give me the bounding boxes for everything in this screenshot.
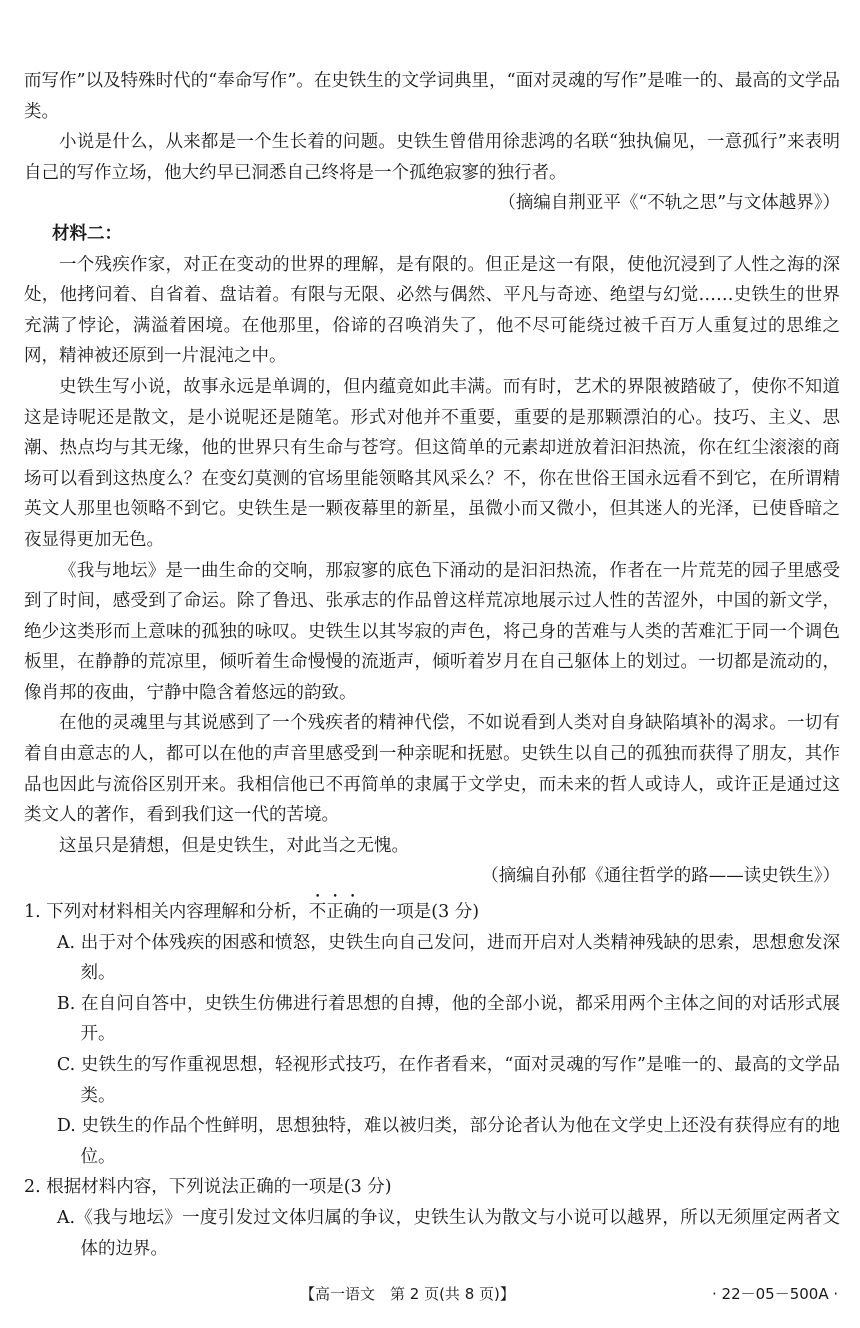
question-1-stem-before: 1. 下列对材料相关内容理解和分析，	[24, 902, 309, 923]
question-1-option-c: C. 史铁生的写作重视思想，轻视形式技巧，在作者看来，“面对灵魂的写作”是唯一的、最高的文学品类。	[56, 1055, 840, 1106]
question-2-stem: 2. 根据材料内容，下列说法正确的一项是(3 分)	[24, 1177, 392, 1198]
material-2-paragraph-2: 史铁生写小说，故事永远是单调的，但内蕴竟如此丰满。而有时，艺术的界限被踏破了，使你不知道这是诗呢还是散文，是小说呢还是随笔。形式对他并不重要，重要的是那颗漂泊的心。技巧、主义、思潮、热点均与其无缘，他的世界只有生命与苍穹。但这简单的元素却迸放着汩汩热流，你在红尘滚滚的商场可以看到这热度么？在变幻莫测的官场里能领略其风采么？不，你在世俗王国永远看不到它，在所谓精英文人那里也领略不到它。史铁生是一颗夜幕里的新星，虽微小而又微小，但其迷人的光泽，已使昏暗之夜显得更加无色。	[24, 376, 840, 550]
question-2-option-a: A.《我与地坛》一度引发过文体归属的争议，史铁生认为散文与小说可以越界，所以无须厘定两者文体的边界。	[56, 1207, 840, 1259]
question-1-stem-after: 的一项是(3 分)	[361, 902, 480, 923]
source-citation-2: （摘编自孙郁《通往哲学的路——读史铁生》）	[481, 866, 840, 887]
question-1-option-d: D. 史铁生的作品个性鲜明，思想独特，难以被归类，部分论者认为他在文学史上还没有获得应有的地位。	[56, 1116, 840, 1167]
material-2-paragraph-1: 一个残疾作家，对正在变动的世界的理解，是有限的。但正是这一有限，使他沉浸到了人性之海的深处，他拷问着、自省着、盘诘着。有限与无限、必然与偶然、平凡与奇迹、绝望与幻觉……史铁生的世界充满了悖论，满溢着困境。在他那里，俗谛的召唤消失了，他不尽可能绕过被千百万人重复过的思维之网，精神被还原到一片混沌之中。	[24, 254, 840, 367]
material-2-paragraph-4: 在他的灵魂里与其说感到了一个残疾者的精神代偿，不如说看到人类对自身缺陷填补的渴求。一切有着自由意志的人，都可以在他的声音里感受到一种亲昵和抚慰。史铁生以自己的孤独而获得了朋友，其作品也因此与流俗区别开来。我相信他已不再简单的隶属于文学史，而未来的哲人或诗人，或许正是通过这类文人的著作，看到我们这一代的苦境。	[24, 713, 840, 826]
material-2-paragraph-3: 《我与地坛》是一曲生命的交响，那寂寥的底色下涌动的是汩汩热流，作者在一片荒芜的园子里感受到了时间，感受到了命运。除了鲁迅、张承志的作品曾这样荒凉地展示过人性的苦涩外，中国的新文学，绝少这类形而上意味的孤独的咏叹。史铁生以其岑寂的声色，将己身的苦难与人类的苦难汇于同一个调色板里，在静静的荒凉里，倾听着生命慢慢的流逝声，倾听着岁月在自己躯体上的划过。一切都是流动的，像肖邦的夜曲，宁静中隐含着悠远的韵致。	[24, 560, 840, 703]
document-page	[24, 66, 840, 1264]
paragraph-2: 小说是什么，从来都是一个生长着的问题。史铁生曾借用徐悲鸿的名联“独执偏见，一意孤行”来表明自己的写作立场，他大约早已洞悉自己终将是一个孤绝寂寥的独行者。	[24, 132, 840, 183]
paragraph-1: 而写作”以及特殊时代的“奉命写作”。在史铁生的文学词典里，“面对灵魂的写作”是唯一的、最高的文学品类。	[24, 71, 840, 122]
question-1-option-a: A. 出于对个体残疾的困惑和愤怒，史铁生向自己发问，进而开启对人类精神残缺的思索，思想愈发深刻。	[56, 932, 840, 984]
footer-exam-code: · 22－05－500A ·	[712, 1285, 839, 1303]
material-2-heading: 材料二：	[52, 223, 122, 244]
source-citation-1: （摘编自荆亚平《“不轨之思”与文体越界》）	[498, 193, 840, 214]
page-footer	[0, 1283, 860, 1307]
question-1-emphasis: 不正确	[308, 902, 362, 923]
question-1-stem	[24, 892, 840, 928]
material-2-paragraph-5: 这虽只是猜想，但是史铁生，对此当之无愧。	[59, 835, 409, 856]
footer-page-info: 【高一语文 第 2 页(共 8 页)】	[300, 1285, 515, 1303]
question-1-option-b: B. 在自问自答中，史铁生仿佛进行着思想的自搏，他的全部小说，都采用两个主体之间的对话形式展开。	[56, 993, 840, 1045]
